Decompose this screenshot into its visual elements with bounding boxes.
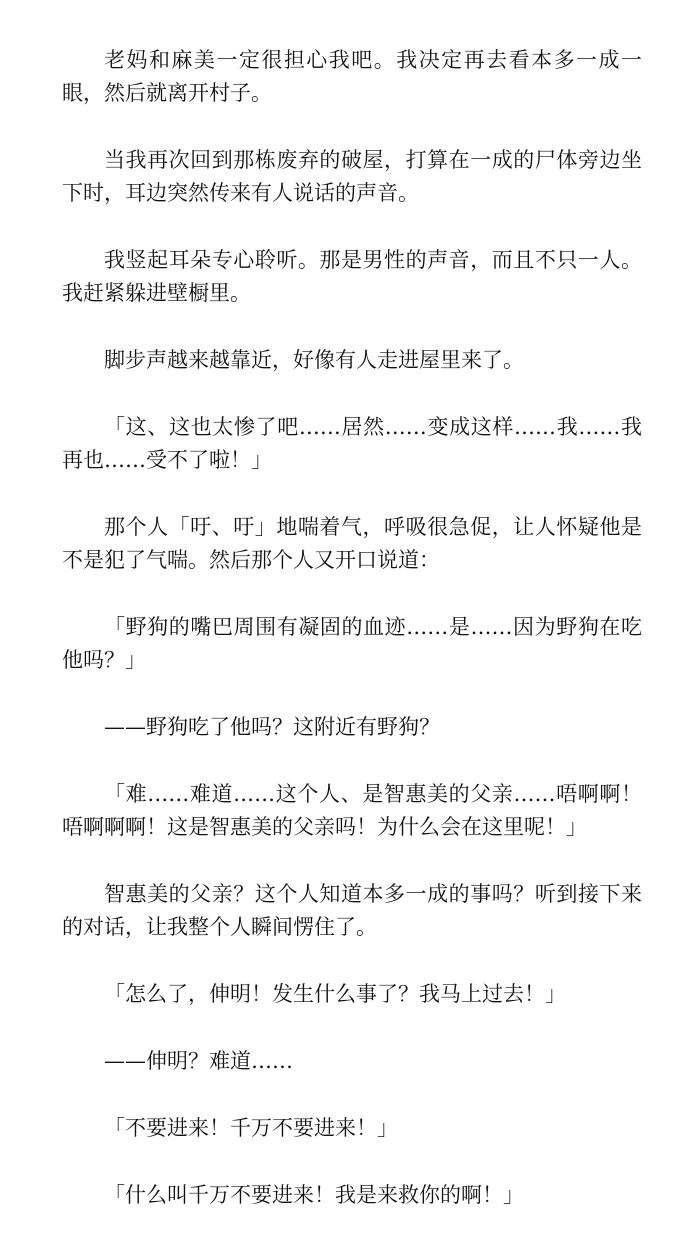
paragraph-14: 「什么叫千万不要进来！我是来救你的啊！」	[104, 1183, 524, 1207]
paragraph-10: 智惠美的父亲？这个人知道本多一成的事吗？听到接下来的对话，让我整个人瞬间愣住了。	[62, 882, 642, 939]
paragraph-12: ——伸明？难道……	[104, 1049, 293, 1073]
paragraph-6: 那个人「吁、吁」地喘着气，呼吸很急促，让人怀疑他是不是犯了气喘。然后那个人又开口说道：	[62, 515, 642, 572]
paragraph-13: 「不要进来！千万不要进来！」	[104, 1116, 398, 1140]
paragraph-2: 当我再次回到那栋废弃的破屋，打算在一成的尸体旁边坐下时，耳边突然传来有人说话的声音。	[62, 148, 642, 205]
paragraph-1: 老妈和麻美一定很担心我吧。我决定再去看本多一成一眼，然后就离开村子。	[62, 48, 642, 105]
paragraph-3: 我竖起耳朵专心聆听。那是男性的声音，而且不只一人。我赶紧躲进壁橱里。	[62, 248, 642, 305]
paragraph-7: 「野狗的嘴巴周围有凝固的血迹……是……因为野狗在吃他吗？」	[62, 615, 642, 672]
paragraph-11: 「怎么了，伸明！发生什么事了？我马上过去！」	[104, 982, 566, 1006]
paragraph-9: 「难……难道……这个人、是智惠美的父亲……唔啊啊！唔啊啊啊！这是智惠美的父亲吗！为什么会在这里呢！」	[62, 782, 642, 839]
paragraph-5: 「这、这也太惨了吧……居然……变成这样……我……我再也……受不了啦！」	[62, 415, 642, 472]
paragraph-4: 脚步声越来越靠近，好像有人走进屋里来了。	[104, 348, 524, 372]
paragraph-8: ——野狗吃了他吗？这附近有野狗？	[104, 715, 440, 739]
document-page	[62, 44, 642, 1246]
